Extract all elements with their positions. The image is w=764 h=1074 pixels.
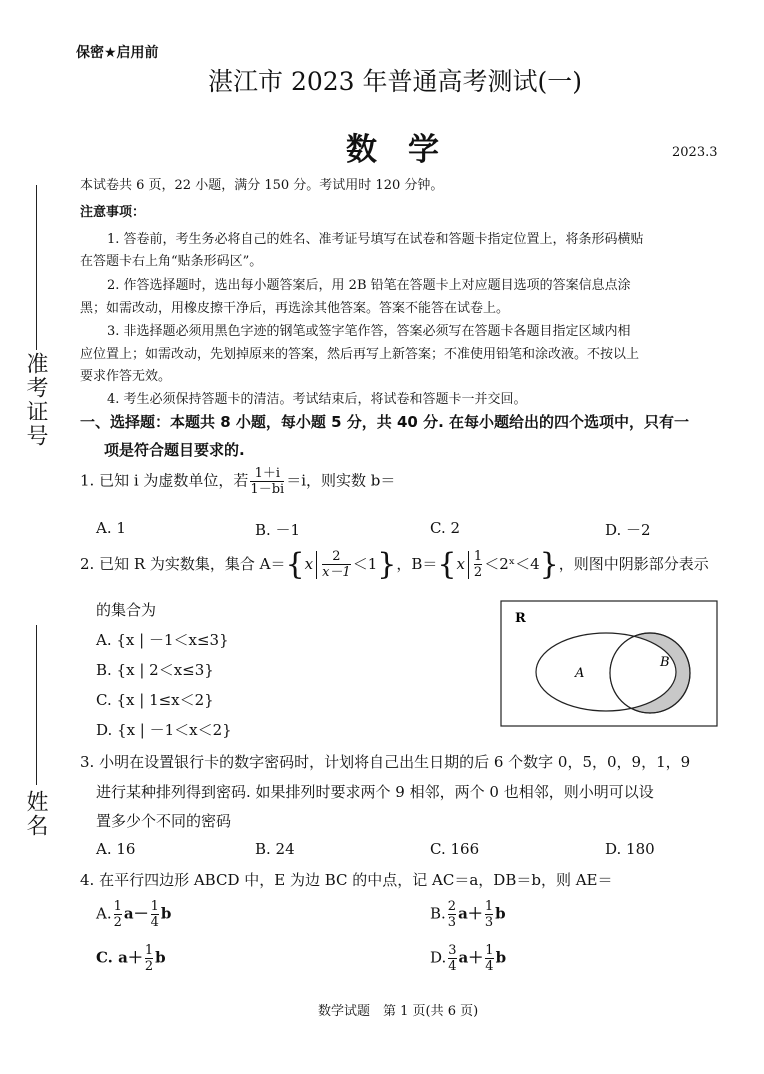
q2-mid: ，B＝ bbox=[396, 555, 438, 573]
name-label: 姓名 bbox=[23, 790, 48, 838]
q3-line3: 置多少个不同的密码 bbox=[96, 812, 232, 830]
confidential-label: 保密★启用前 bbox=[76, 45, 159, 61]
exam-no-line bbox=[36, 185, 37, 350]
notice-heading: 注意事项： bbox=[80, 205, 146, 220]
q4a-post: b bbox=[160, 904, 172, 923]
q2-seta-num: 2 bbox=[332, 549, 341, 565]
notice-4: 4. 考生必须保持答题卡的清洁。考试结束后，将试卷和答题卡一并交回。 bbox=[107, 392, 527, 407]
q4d-prefix: D. bbox=[430, 948, 447, 967]
section-heading-line2: 项是符合题目要求的. bbox=[104, 441, 245, 459]
q2-setb-fraction bbox=[474, 550, 482, 579]
intro-text: 本试卷共 6 页，22 小题，满分 150 分。考试用时 120 分钟。 bbox=[80, 178, 444, 193]
q4b-prefix: B. bbox=[430, 904, 446, 923]
notice-3b: 应位置上；如需改动，先划掉原来的答案，然后再写上新答案；不准使用铅笔和涂改液。不按以上 bbox=[80, 347, 640, 362]
q2-seta-var: x bbox=[304, 555, 314, 573]
q2-seta-den: x－1 bbox=[322, 565, 351, 580]
q4b-d1: 3 bbox=[447, 914, 457, 930]
q3-option-a: A. 16 bbox=[96, 840, 136, 858]
q2-setb-num: 1 bbox=[473, 549, 483, 565]
q4c-n1: 1 bbox=[144, 943, 154, 958]
q4c-frac1 bbox=[145, 944, 153, 973]
q4a-d1: 2 bbox=[113, 914, 122, 930]
q4b-frac2 bbox=[485, 900, 493, 929]
q2-setb-rel: ＜2ˣ＜4 bbox=[484, 555, 540, 573]
question-1 bbox=[80, 467, 395, 496]
q2-option-c: C. {x | 1≤x＜2} bbox=[96, 691, 214, 709]
notice-2a: 2. 作答选择题时，选出每小题答案后，用 2B 铅笔在答题卡上对应题目选项的答案信息点涂 bbox=[107, 278, 631, 293]
q2-setb-var: x bbox=[456, 555, 465, 573]
q2-option-d: D. {x | －1＜x＜2} bbox=[96, 721, 232, 739]
notice-2b: 黑；如需改动，用橡皮擦干净后，再选涂其他答案。答案不能答在试卷上。 bbox=[80, 301, 510, 316]
q2-option-a: A. {x | －1＜x≤3} bbox=[96, 631, 229, 649]
q4-option-a bbox=[96, 900, 171, 929]
q2-suffix: ，则图中阴影部分表示 bbox=[558, 555, 709, 573]
q4b-mid: a＋ bbox=[458, 904, 483, 923]
q1-prefix: 1. 已知 i 为虚数单位，若 bbox=[80, 471, 249, 490]
exam-no-label: 准考证号 bbox=[23, 352, 48, 448]
question-2 bbox=[80, 547, 709, 582]
q2-prefix: 2. 已知 R 为实数集，集合 A＝ bbox=[80, 555, 286, 573]
venn-label-a: A bbox=[575, 666, 585, 681]
notice-1a: 1. 答卷前，考生务必将自己的姓名、准考证号填写在试卷和答题卡指定位置上，将条形码横贴 bbox=[107, 232, 644, 247]
q4d-post: b bbox=[495, 948, 507, 967]
q2-bar-b bbox=[468, 551, 469, 579]
q2-option-b: B. {x | 2＜x≤3} bbox=[96, 661, 214, 679]
q2-brace-close-b: } bbox=[539, 547, 559, 582]
q4d-frac2 bbox=[485, 944, 493, 973]
q2-line2: 的集合为 bbox=[96, 601, 157, 619]
q1-option-a: A. 1 bbox=[96, 519, 126, 537]
q4d-n2: 1 bbox=[485, 943, 494, 958]
q4d-frac1 bbox=[448, 944, 456, 973]
q4d-d1: 4 bbox=[448, 958, 457, 974]
q2-setb-den: 2 bbox=[473, 565, 483, 580]
q1-fraction bbox=[250, 467, 284, 496]
notice-3a: 3. 非选择题必须用黑色字迹的钢笔或签字笔作答，答案必须写在答题卡各题目指定区域内相 bbox=[107, 324, 631, 339]
q4b-n2: 1 bbox=[484, 899, 494, 914]
notice-3c: 要求作答无效。 bbox=[80, 369, 172, 384]
q4c-prefix: C. a＋ bbox=[96, 948, 143, 967]
q1-option-d: D. －2 bbox=[605, 521, 651, 539]
q3-option-c: C. 166 bbox=[430, 840, 480, 858]
q4c-post: b bbox=[155, 948, 166, 967]
q4d-n1: 3 bbox=[448, 943, 457, 958]
q4a-d2: 4 bbox=[150, 914, 159, 930]
q4a-frac1 bbox=[114, 900, 122, 929]
venn-label-r: R bbox=[515, 611, 526, 626]
q1-suffix: ＝i，则实数 b＝ bbox=[286, 471, 396, 490]
exam-title: 湛江市 2023 年普通高考测试(一) bbox=[208, 67, 583, 96]
q2-brace-open-b: { bbox=[437, 547, 457, 582]
q4b-post: b bbox=[495, 904, 506, 923]
q4b-d2: 3 bbox=[484, 914, 494, 930]
q1-option-c: C. 2 bbox=[430, 519, 461, 537]
venn-diagram bbox=[500, 600, 720, 728]
q4a-n2: 1 bbox=[150, 899, 159, 914]
q4a-frac2 bbox=[151, 900, 159, 929]
page-footer: 数学试题 第 1 页(共 6 页) bbox=[318, 1004, 479, 1019]
q4c-d1: 2 bbox=[144, 958, 154, 974]
q4d-mid: a＋ bbox=[458, 948, 484, 967]
q4a-mid: a－ bbox=[123, 904, 149, 923]
q3-option-b: B. 24 bbox=[255, 840, 295, 858]
q4-line1: 4. 在平行四边形 ABCD 中，E 为边 BC 的中点，记 AC＝a，DB＝b，则 AE＝ bbox=[80, 871, 613, 889]
q1-option-b: B. －1 bbox=[255, 521, 301, 539]
q2-bar bbox=[316, 551, 317, 579]
q4b-n1: 2 bbox=[447, 899, 457, 914]
q2-seta-fraction bbox=[322, 550, 351, 579]
q4d-d2: 4 bbox=[485, 958, 494, 974]
q4a-n1: 1 bbox=[113, 899, 122, 914]
q4-option-c bbox=[96, 944, 166, 973]
subject-title: 数 学 bbox=[346, 132, 439, 168]
notice-1b: 在答题卡右上角“贴条形码区”。 bbox=[80, 254, 263, 269]
q4-option-d bbox=[430, 944, 506, 973]
q3-line1: 3. 小明在设置银行卡的数字密码时，计划将自己出生日期的后 6 个数字 0，5，0，9，1，9 bbox=[80, 753, 691, 771]
q1-numerator: 1＋i bbox=[254, 466, 281, 481]
exam-date: 2023.3 bbox=[672, 145, 718, 160]
q2-brace-open: { bbox=[285, 547, 305, 582]
q3-line2: 进行某种排列得到密码. 如果排列时要求两个 9 相邻，两个 0 也相邻，则小明可以设 bbox=[96, 783, 654, 801]
name-line bbox=[36, 625, 37, 785]
q2-seta-rel: ＜1 bbox=[352, 555, 378, 573]
q1-denominator: 1－bi bbox=[250, 481, 285, 497]
venn-label-b: B bbox=[660, 655, 670, 670]
q3-option-d: D. 180 bbox=[605, 840, 655, 858]
q4-option-b bbox=[430, 900, 506, 929]
q2-brace-close: } bbox=[377, 547, 397, 582]
section-heading-line1: 一、选择题：本题共 8 小题，每小题 5 分，共 40 分. 在每小题给出的四个选项中，只有一 bbox=[80, 413, 690, 431]
q4a-prefix: A. bbox=[96, 904, 112, 923]
q4b-frac1 bbox=[448, 900, 456, 929]
